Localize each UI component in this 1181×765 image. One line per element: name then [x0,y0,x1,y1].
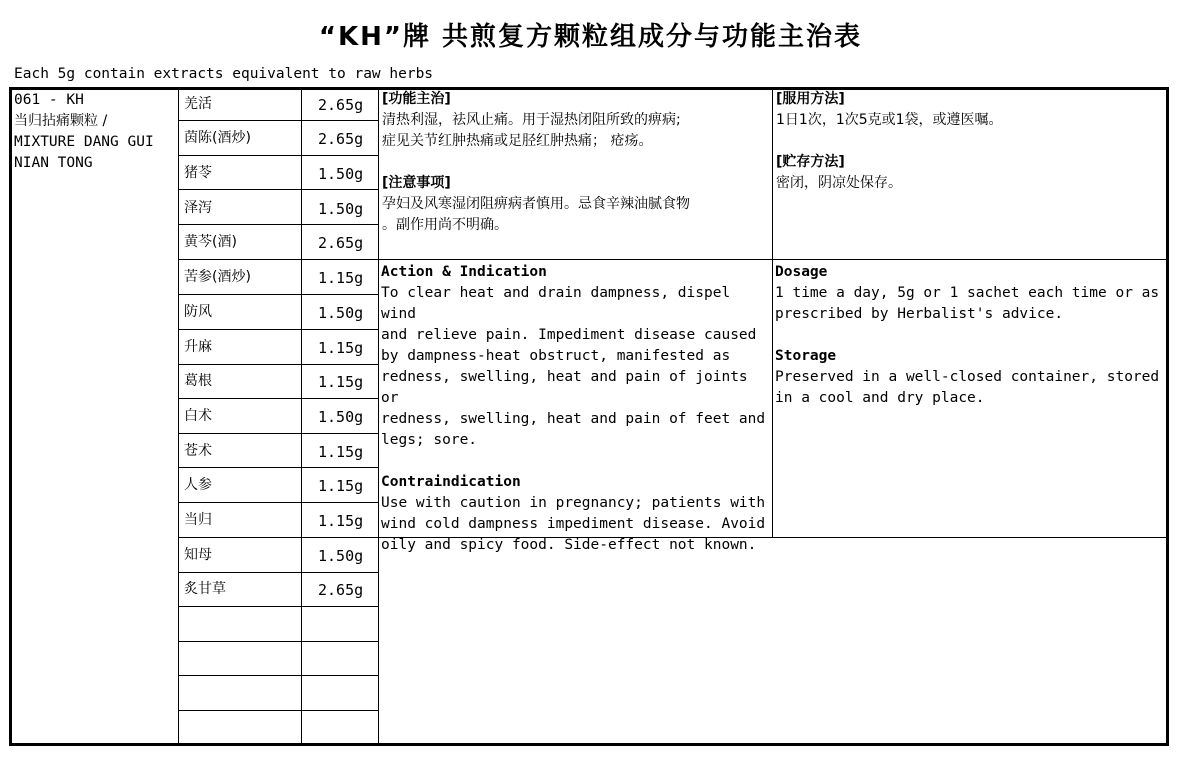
row-divider [178,710,378,711]
herb-name: 黄芩(酒) [184,234,237,250]
row-divider [178,224,378,225]
herb-dose: 2.65g [318,130,364,148]
row-divider [178,641,378,642]
cn-spacer [382,152,768,173]
product-code: 061 - KH [14,92,84,108]
row-divider [178,189,378,190]
herb-name: 炙甘草 [184,581,226,597]
en-storage-line: in a cool and dry place. [775,390,985,406]
cn-usage-heading: [服用方法] [776,91,845,107]
row-divider [178,675,378,676]
herb-name: 当归 [184,512,212,528]
herb-name: 防风 [184,304,212,320]
herb-name: 猪苓 [184,165,212,181]
row-divider [178,155,378,156]
en-dosage-heading: Dosage [775,264,828,280]
herb-name: 知母 [184,547,212,563]
en-contra-line: oily and spicy food. Side-effect not known. [381,537,757,553]
product-info [14,90,174,174]
herb-name: 升麻 [184,339,212,355]
en-dosage-storage [775,262,1165,409]
herb-name: 泽泻 [184,200,212,216]
row-divider [178,259,378,260]
cn-function-line2: 症见关节红肿热痛或足胫红肿热痛； 疮疡。 [382,133,653,149]
herb-dose: 1.15g [318,443,364,461]
en-action-contra [381,262,773,556]
en-dosage-line: 1 time a day, 5g or 1 sachet each time or as [775,285,1160,301]
herb-dose: 1.15g [318,512,364,530]
en-action-line: To clear heat and drain dampness, dispel wind [381,285,731,322]
product-name-en-line1: MIXTURE DANG GUI [14,134,154,150]
en-storage-heading: Storage [775,348,837,364]
subtitle: Each 5g contain extracts equivalent to raw herbs [14,66,434,82]
column-divider [378,90,379,744]
en-spacer [775,325,1165,346]
herb-dose: 1.50g [318,408,364,426]
herb-name: 苍术 [184,443,212,459]
en-contra-heading: Contraindication [381,474,521,490]
herb-dose: 1.15g [318,477,364,495]
herb-dose: 1.15g [318,339,364,357]
en-spacer [381,451,773,472]
herb-dose: 2.65g [318,234,364,252]
section-divider [378,259,1166,260]
en-action-line: and relieve pain. Impediment disease caused [381,327,757,343]
herb-name: 茵陈(酒炒) [184,130,251,146]
en-action-line: by dampness-heat obstruct, manifested as [381,348,731,364]
product-name-cn: 当归拈痛颗粒 / [14,113,108,129]
row-divider [178,502,378,503]
product-name-en-line2: NIAN TONG [14,155,93,171]
herb-name: 人参 [184,477,212,493]
page-title: “KH”牌 共煎复方颗粒组成分与功能主治表 [318,22,863,52]
herb-dose: 2.65g [318,96,364,114]
herb-dose: 1.50g [318,165,364,183]
en-action-line: legs; sore. [381,432,478,448]
row-divider [178,572,378,573]
cn-usage-text: 1日1次，1次5克或1袋，或遵医嘱。 [776,112,1003,128]
herb-name: 苦参(酒炒) [184,269,251,285]
cn-storage-text: 密闭，阴凉处保存。 [776,175,902,191]
cn-usage-storage [776,89,1162,194]
cn-function-heading: [功能主治] [382,91,451,107]
cn-caution-line2: 。副作用尚不明确。 [382,217,508,233]
herb-name: 葛根 [184,373,212,389]
en-action-line: redness, swelling, heat and pain of feet and [381,411,766,427]
herb-name: 白术 [184,408,212,424]
cn-caution-heading: [注意事项] [382,175,451,191]
row-divider [178,537,378,538]
cn-caution-line1: 孕妇及风寒湿闭阻痹病者慎用。忌食辛辣油腻食物 [382,196,690,212]
herb-dose: 1.50g [318,304,364,322]
herb-dose: 1.50g [318,200,364,218]
cn-storage-heading: [贮存方法] [776,154,845,170]
cn-spacer [776,131,1162,152]
row-divider [178,329,378,330]
cn-function-line1: 清热利湿，祛风止痛。用于湿热闭阻所致的痹病; [382,112,681,128]
row-divider [178,120,378,121]
herb-dose: 2.65g [318,581,364,599]
en-contra-line: Use with caution in pregnancy; patients with [381,495,766,511]
herb-dose: 1.15g [318,373,364,391]
row-divider [178,398,378,399]
row-divider [178,433,378,434]
en-action-line: redness, swelling, heat and pain of joints or [381,369,748,406]
row-divider [178,606,378,607]
cn-function-caution [382,89,768,236]
en-contra-line: wind cold dampness impediment disease. Avoid [381,516,766,532]
row-divider [178,294,378,295]
herb-dose: 1.50g [318,547,364,565]
row-divider [178,364,378,365]
en-dosage-line: prescribed by Herbalist's advice. [775,306,1064,322]
row-divider [178,467,378,468]
en-action-heading: Action & Indication [381,264,547,280]
herb-dose: 1.15g [318,269,364,287]
herb-name: 羌活 [184,96,212,112]
en-storage-line: Preserved in a well-closed container, stored [775,369,1160,385]
